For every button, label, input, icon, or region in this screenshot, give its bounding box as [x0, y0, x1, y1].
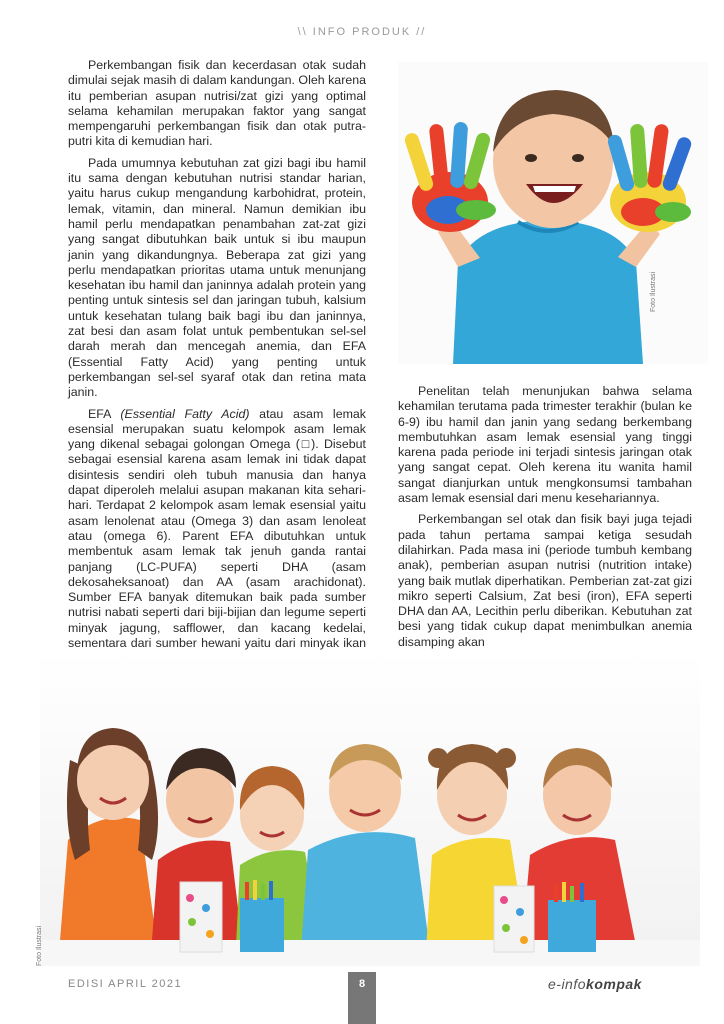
- efa-paragraph: [68, 407, 366, 667]
- section-header: \\ INFO PRODUK //: [297, 26, 427, 38]
- brand-logo: [548, 976, 642, 992]
- page-number: 8: [348, 972, 376, 1024]
- child-painted-hands-photo: [398, 62, 708, 364]
- efa-full-name: (Essential Fatty Acid): [120, 406, 250, 421]
- paragraph: Penelitan telah menunjukan bahwa selama kehamilan terutama pada trimester terakhir (bulan ke 6-9) ibu hamil dan janin yang sedang berkembang membutuhkan asam lemak esensial yang tinggi karena pada periode ini terjadi sintesis jaringan otak yang sangat cepat. Oleh kerena itu wanita hamil sangat dianjurkan untuk mengkonsumsi tambahan asam lemak esensial dari menu kesehariannya.: [398, 384, 692, 506]
- right-column: [398, 384, 692, 656]
- efa-description: atau asam lemak esensial merupakan suatu kelompok asam lemak yang dikenal sebagai golongan Omega (□). Disebut sebagai esensial karena asam lemak ini tidak dapat disintesis sendiri oleh tubuh manusia dan hanya dapat diperoleh melalui asupan makanan kita sehari-hari. Terdapat 2 kelompok asam lemak esensial yaitu asam lenolenat atau (Omega 3) dan asam lenoleat atau (omega 6). Parent EFA dibutuhkan untuk membentuk asam lemak tak jenuh ganda rantai panjang (LC-PUFA) seperti DHA (asam dekosaheksanoat) dan AA (asam arachidonat). Sumber EFA banyak ditemukan baik pada sumber nutrisi nabati seperti dari biji-bijian dan legume seperti minyak jagung, safflower, dan kacang kedelai, sementara dari sumber hewani yaitu dari minyak ikan: [68, 406, 366, 650]
- paragraph: Pada umumnya kebutuhan zat gizi bagi ibu hamil itu sama dengan kebutuhan nutrisi standar harian, yaitu harus cukup mengandung karbohidrat, protein, lemak, vitamin, dan mineral. Namun demikian ibu hamil perlu mendapatkan penambahan zat-zat gizi yang sangat dibutuhkan baik untuk si ibu maupun janin yang dikandungnya. Beberapa zat gizi yang perlu mendapatkan prioritas utama untuk menunjang kesehatan ibu hamil dan janinnya adalah protein yang penting untuk sintesis sel dan jaringan tubuh, kalsium untuk kesehatan tulang baik bagi ibu dan janinnya, zat besi dan asam folat untuk pembentukan sel-sel darah merah dan mencegah anemia, dan EFA (Essential Fatty Acid) yang penting untuk perkembangan sel-sel syaraf otak dan retina mata janin.: [68, 155, 366, 400]
- edition-label: EDISI APRIL 2021: [68, 978, 183, 990]
- photo-credit: Foto Ilustrasi: [36, 925, 43, 966]
- brand-prefix: e-info: [548, 976, 587, 992]
- efa-term: EFA: [88, 406, 111, 421]
- paragraph: Perkembangan fisik dan kecerdasan otak sudah dimulai sejak masih di dalam kandungan. Oleh karena itu pemberian asupan nutrisi/zat gizi yang optimal selama kehamilan merupakan faktor yang sangat mempengaruhi perkembangan fisik dan otak putra-putri kita di kemudian hari.: [68, 58, 366, 149]
- paragraph: Perkembangan sel otak dan fisik bayi juga tejadi pada tahun pertama sampai ketiga sesudah dilahirkan. Pada masa ini (periode tumbuh kembang anak), pemberian asupan nutrisi (nutrition intake) yang baik mutlak diperhatikan. Pemberian zat-zat gizi mikro seperti Calsium, Zat besi (iron), EFA seperti DHA dan AA, Lecithin perlu diberikan. Kebutuhan zat besi yang tidak cukup dapat menimbulkan anemia disamping akan: [398, 512, 692, 649]
- children-group-photo: [40, 650, 700, 966]
- brand-bold: kompak: [586, 976, 642, 992]
- left-column: [68, 58, 366, 673]
- photo-credit: Foto Ilustrasi: [650, 271, 657, 312]
